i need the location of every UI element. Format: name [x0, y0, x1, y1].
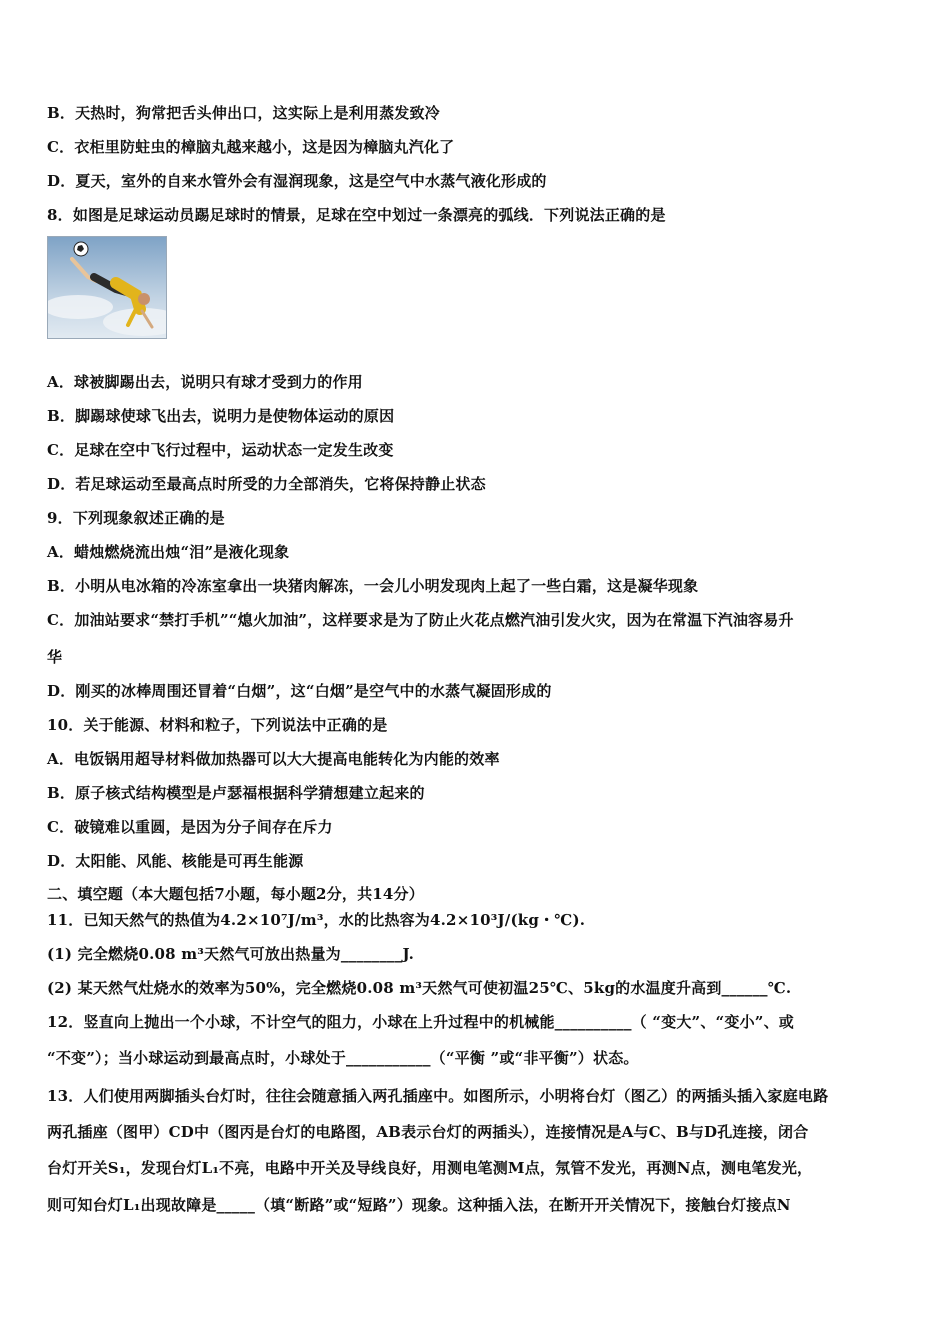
- q8-option-d: D．若足球运动至最高点时所受的力全部消失，它将保持静止状态: [47, 475, 486, 493]
- q13-stem-line-4: 则可知台灯L₁出现故障是_____（填“断路”或“短路”）现象。这种插入法，在断开开关情况下，接触台灯接点N: [47, 1196, 791, 1214]
- q8-option-c: C．足球在空中飞行过程中，运动状态一定发生改变: [47, 441, 394, 459]
- q10-option-c: C．破镜难以重圆，是因为分子间存在斥力: [47, 818, 333, 836]
- q12-stem-continued: “不变”）；当小球运动到最高点时，小球处于___________（“平衡 ”或“非平衡”）状态。: [47, 1049, 639, 1067]
- q13-stem-line-1: 13．人们使用两脚插头台灯时，往往会随意插入两孔插座中。如图所示，小明将台灯（图乙）的两插头插入家庭电路: [47, 1087, 829, 1105]
- q9-option-c-continued: 华: [47, 648, 63, 666]
- q12-stem: 12．竖直向上抛出一个小球，不计空气的阻力，小球在上升过程中的机械能__________（ “变大”、“变小”、或: [47, 1013, 795, 1031]
- section-two-heading: 二、填空题（本大题包括7小题，每小题2分，共14分）: [47, 885, 424, 903]
- q8-stem: 8．如图是足球运动员踢足球时的情景，足球在空中划过一条漂亮的弧线．下列说法正确的是: [47, 206, 666, 224]
- q11-part-1: (1) 完全燃烧0.08 m³天然气可放出热量为________J.: [47, 945, 415, 963]
- q10-stem: 10．关于能源、材料和粒子，下列说法中正确的是: [47, 716, 388, 734]
- q7-option-b: B．天热时，狗常把舌头伸出口，这实际上是利用蒸发致冷: [47, 104, 440, 122]
- q13-stem-line-3: 台灯开关S₁，发现台灯L₁不亮，电路中开关及导线良好，用测电笔测M点，氖管不发光，再测N点，测电笔发光，: [47, 1159, 813, 1177]
- q8-option-a: A．球被脚踢出去，说明只有球才受到力的作用: [47, 373, 363, 391]
- q9-option-c: C．加油站要求“禁打手机”“熄火加油”，这样要求是为了防止火花点燃汽油引发火灾，因为在常温下汽油容易升: [47, 611, 794, 629]
- q10-option-b: B．原子核式结构模型是卢瑟福根据科学猜想建立起来的: [47, 784, 425, 802]
- q9-option-b: B．小明从电冰箱的冷冻室拿出一块猪肉解冻，一会儿小明发现肉上起了一些白霜，这是凝华现象: [47, 577, 699, 595]
- q9-stem: 9．下列现象叙述正确的是: [47, 509, 225, 527]
- q8-option-b: B．脚踢球使球飞出去，说明力是使物体运动的原因: [47, 407, 395, 425]
- q7-option-c: C．衣柜里防蛀虫的樟脑丸越来越小，这是因为樟脑丸汽化了: [47, 138, 455, 156]
- q9-option-a: A．蜡烛燃烧流出烛“泪”是液化现象: [47, 543, 290, 561]
- q10-option-a: A．电饭锅用超导材料做加热器可以大大提高电能转化为内能的效率: [47, 750, 500, 768]
- q10-option-d: D．太阳能、风能、核能是可再生能源: [47, 852, 304, 870]
- q13-stem-line-2: 两孔插座（图甲）CD中（图丙是台灯的电路图，AB表示台灯的两插头），连接情况是A与C、B与D孔连接，闭合: [47, 1123, 809, 1141]
- q11-part-2: (2) 某天然气灶烧水的效率为50%，完全燃烧0.08 m³天然气可使初温25℃、5kg的水温度升高到______℃.: [47, 979, 792, 997]
- q7-option-d: D．夏天，室外的自来水管外会有湿润现象，这是空气中水蒸气液化形成的: [47, 172, 547, 190]
- q11-stem: 11．已知天然气的热值为4.2×10⁷J/m³，水的比热容为4.2×10³J/(kg・℃).: [47, 911, 586, 929]
- soccer-kick-photo: [47, 236, 167, 339]
- q9-option-d: D．刚买的冰棒周围还冒着“白烟”，这“白烟”是空气中的水蒸气凝固形成的: [47, 682, 552, 700]
